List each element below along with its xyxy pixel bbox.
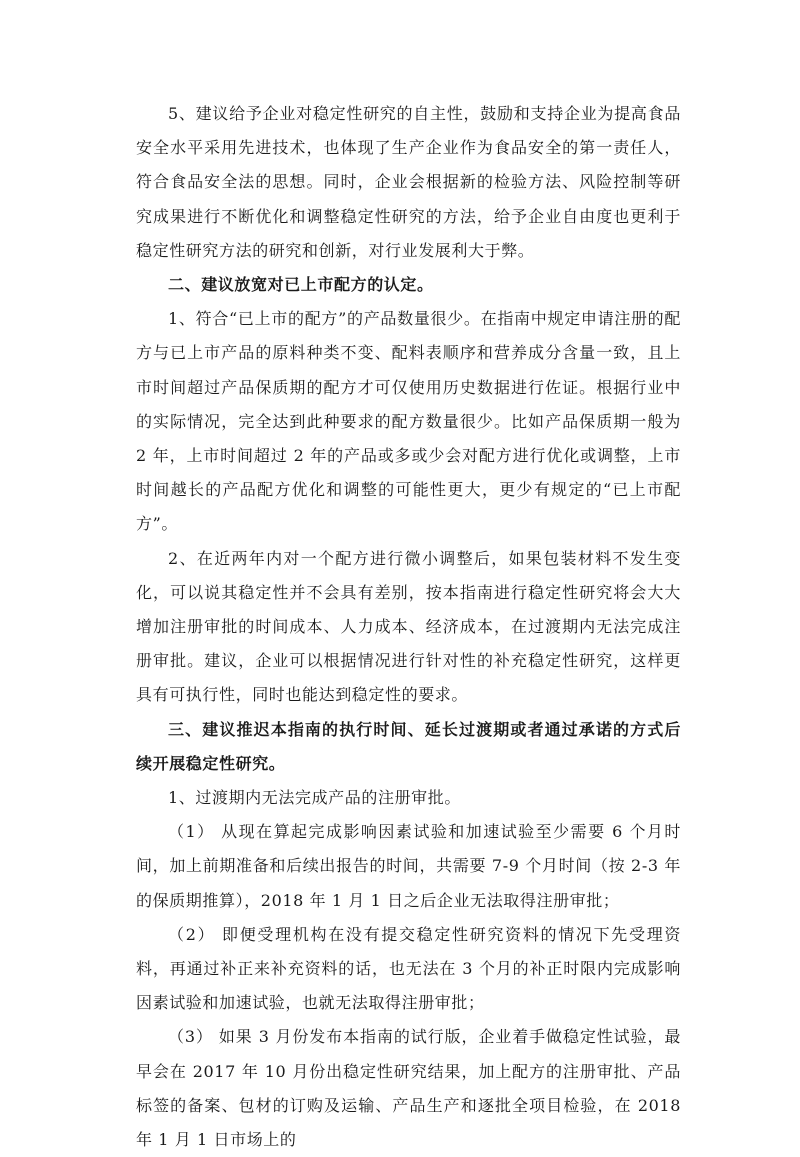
section-heading-2: 二、建议放宽对已上市配方的认定。 <box>168 275 434 295</box>
paragraph-3-1-sub-3: （3） 如果 3 月份发布本指南的试行版，企业着手做稳定性试验，最早会在 2017 年 10 月份出稳定性研究结果，加上配方的注册审批、产品标签的备案、包材的订购及运输、产品生产和逐批全项目检验，在 2018 年 1 月 1 日市场上的 <box>136 1027 681 1150</box>
document-body <box>136 97 681 1157</box>
paragraph-3-1-sub-1: （1） 从现在算起完成影响因素试验和加速试验至少需要 6 个月时间，加上前期准备和后续出报告的时间，共需要 7-9 个月时间（按 2-3 年的保质期推算），2018 年 1 月 1 日之后企业无法取得注册审批； <box>136 822 681 910</box>
paragraph-3-1-transition-period: 1、过渡期内无法完成产品的注册审批。 <box>168 788 461 808</box>
paragraph-item5-self-determination: 5、建议给予企业对稳定性研究的自主性，鼓励和支持企业为提高食品安全水平采用先进技术，也体现了生产企业作为食品安全的第一责任人，符合食品安全法的思想。同时，企业会根据新的检验方法、风险控制等研究成果进行不断优化和调整稳定性研究的方法，给予企业自由度也更利于稳定性研究方法的研究和创新，对行业发展利大于弊。 <box>136 104 681 260</box>
section-heading-3: 三、建议推迟本指南的执行时间、延长过渡期或者通过承诺的方式后续开展稳定性研究。 <box>136 719 681 773</box>
paragraph-3-1-sub-2: （2） 即便受理机构在没有提交稳定性研究资料的情况下先受理资料，再通过补正来补充资料的话，也无法在 3 个月的补正时限内完成影响因素试验和加速试验，也就无法取得注册审批； <box>136 924 681 1013</box>
paragraph-2-1-marketed-formula: 1、符合“已上市的配方”的产品数量很少。在指南中规定申请注册的配方与已上市产品的原料种类不变、配料表顺序和营养成分含量一致，且上市时间超过产品保质期的配方才可仅使用历史数据进行佐证。根据行业中的实际情况，完全达到此种要求的配方数量很少。比如产品保质期一般为 2 年，上市时间超过 2 年的产品或多或少会对配方进行优化或调整，上市时间越长的产品配方优化和调整的可能性更大，更少有规定的“已上市配方”。 <box>136 309 681 534</box>
paragraph-2-2-minor-adjustment: 2、在近两年内对一个配方进行微小调整后，如果包装材料不发生变化，可以说其稳定性并不会具有差别，按本指南进行稳定性研究将会大大增加注册审批的时间成本、人力成本、经济成本，在过渡期内无法完成注册审批。建议，企业可以根据情况进行针对性的补充稳定性研究，这样更具有可执行性，同时也能达到稳定性的要求。 <box>136 548 681 705</box>
